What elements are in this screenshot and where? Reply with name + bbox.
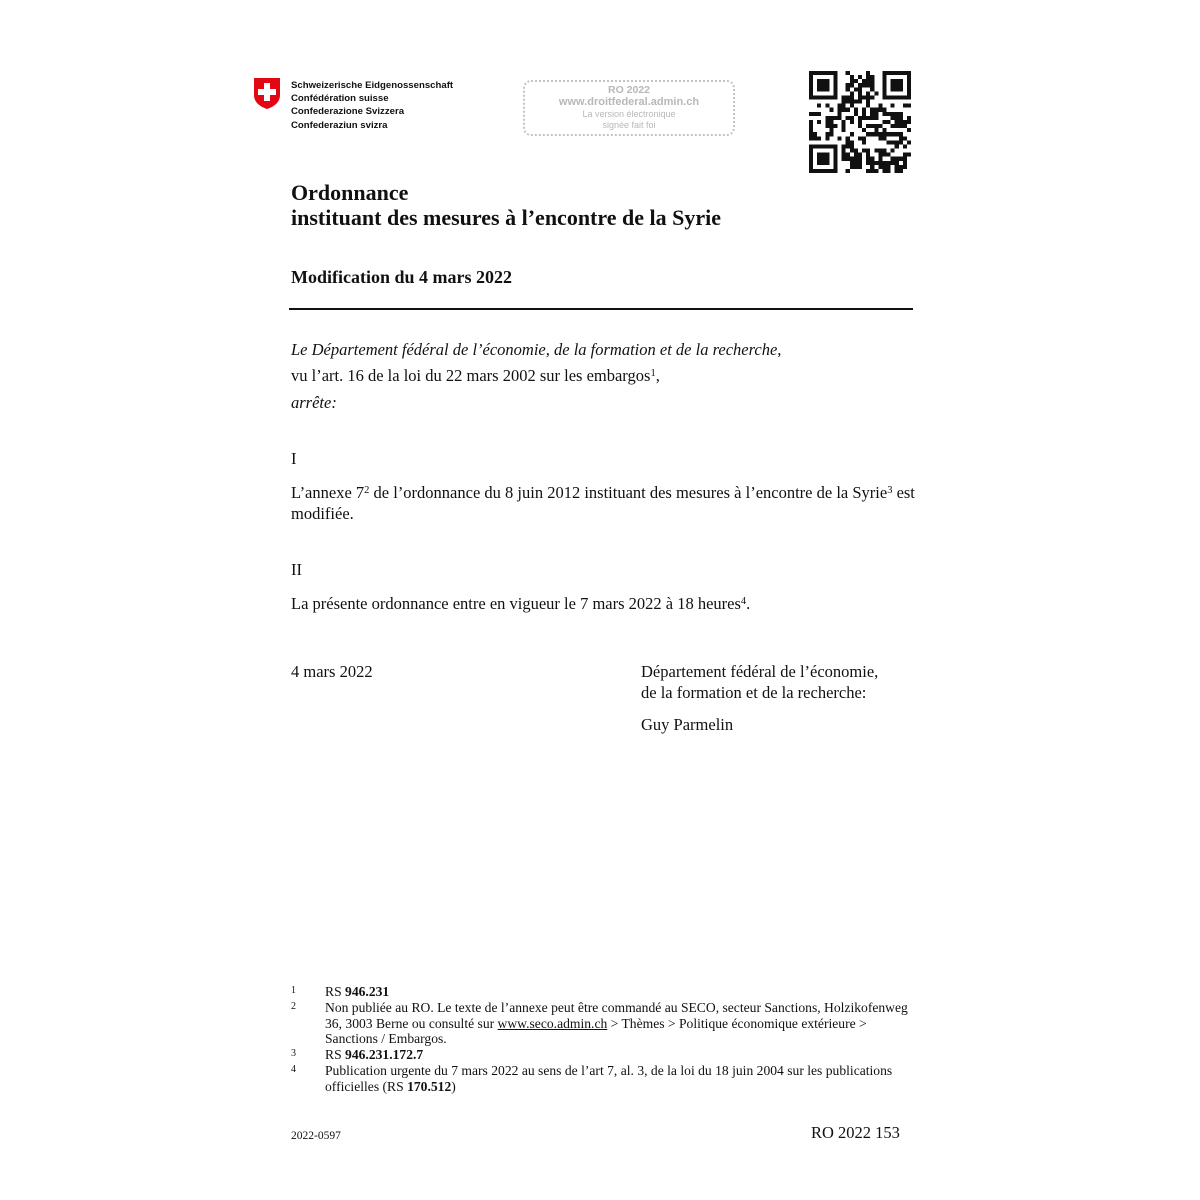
footnote-4-text-b: ) (451, 1078, 456, 1094)
footnote-3-text (325, 1047, 911, 1063)
section-2-heading: II (291, 560, 302, 579)
footnote-2-text (325, 1000, 911, 1047)
stamp-line-4: signée fait foi (602, 120, 656, 130)
footnote-2-text-b: > Thèmes > Politique économique extérieure > Sanctions / Embargos. (325, 1015, 867, 1047)
footnote-1-prefix: RS (325, 984, 346, 999)
section-1-text-a: L’annexe 7 (291, 483, 365, 502)
stamp-line-1: RO 2022 (607, 84, 651, 96)
footnote-1-ref: 946.231 (345, 984, 390, 999)
footnote-4-text-a: Publication urgente du 7 mars 2022 au sens de l’art 7, al. 3, de la loi du 18 juin 2004 sur les publications officielles (RS (325, 1062, 893, 1094)
signature-date: 4 mars 2022 (291, 662, 373, 681)
department-name (641, 661, 878, 703)
department-line-1: Département fédéral de l’économie, (641, 662, 879, 681)
title-line-1: Ordonnance (291, 180, 409, 205)
footnote-4 (291, 1063, 911, 1095)
footnote-2 (291, 1000, 911, 1047)
modification-date: Modification du 4 mars 2022 (291, 267, 513, 287)
footnote-2-text-a: Non publiée au RO. Le texte de l’annexe peut être commandé au SECO, secteur Sanctions, Holzikofenweg 36, 3003 Berne ou consulté sur (325, 999, 908, 1031)
stamp-line-2: www.droitfederal.admin.ch (558, 96, 700, 108)
document-number: 2022-0597 (291, 1130, 341, 1142)
footnote-3-number: 3 (291, 1048, 296, 1060)
footnotes (291, 984, 911, 1095)
section-2-text-a: La présente ordonnance entre en vigueur le 7 mars 2022 à 18 heures (291, 594, 741, 613)
preamble-basis-end: , (655, 366, 660, 385)
department-line-2: de la formation et de la recherche: (641, 683, 867, 702)
footnote-1-number: 1 (291, 985, 296, 996)
title-line-2: instituant des mesures à l’encontre de la Syrie (291, 205, 721, 230)
footnote-3 (291, 1047, 911, 1063)
footnote-1-text (325, 984, 911, 1000)
preamble-authority: Le Département fédéral de l’économie, de la formation et de la recherche, (291, 340, 782, 359)
section-1-text (291, 482, 916, 524)
footnote-4-number: 4 (291, 1063, 296, 1075)
confederation-name (291, 79, 453, 132)
confederation-line-fr: Confédération suisse (291, 93, 389, 105)
preamble-basis (291, 365, 916, 386)
footnote-ref-1[interactable]: 1 (650, 368, 656, 379)
ro-reference: RO 2022 153 (811, 1123, 900, 1142)
section-2-text-b: . (746, 594, 751, 613)
title-divider (289, 308, 913, 310)
section-1-text-b: de l’ordonnance du 8 juin 2012 instituant des mesures à l’encontre de la Syrie (369, 483, 888, 502)
page-title (291, 180, 721, 230)
confederation-line-de: Schweizerische Eidgenossenschaft (291, 80, 454, 91)
section-1-heading: I (291, 449, 297, 468)
footnote-4-ref: 170.512 (407, 1078, 452, 1094)
preamble-decrees: arrête: (291, 393, 337, 412)
seco-link[interactable]: www.seco.admin.ch (497, 1015, 608, 1031)
qr-code-icon (809, 71, 911, 173)
footnote-ref-2[interactable]: 2 (364, 485, 370, 496)
footnote-3-ref: 946.231.172.7 (345, 1047, 424, 1063)
stamp-line-3: La version électronique (582, 109, 676, 119)
section-1-text-c: est modifiée. (291, 483, 915, 523)
signatory-name: Guy Parmelin (641, 715, 734, 734)
footnote-3-prefix: RS (325, 1047, 346, 1063)
confederation-line-rm: Confederaziun svizra (291, 119, 388, 131)
footnote-1 (291, 984, 911, 1000)
confederation-line-it: Confederazione Svizzera (291, 106, 405, 118)
section-2-text (291, 593, 916, 614)
preamble-basis-text: vu l’art. 16 de la loi du 22 mars 2002 sur les embargos (291, 366, 651, 385)
footnote-4-text (325, 1063, 911, 1095)
electronic-signature-stamp (523, 80, 735, 136)
footnote-ref-4[interactable]: 4 (740, 596, 747, 607)
swiss-cross-icon (252, 77, 282, 110)
footnote-2-number: 2 (291, 1000, 296, 1012)
footnote-ref-3[interactable]: 3 (887, 485, 893, 496)
